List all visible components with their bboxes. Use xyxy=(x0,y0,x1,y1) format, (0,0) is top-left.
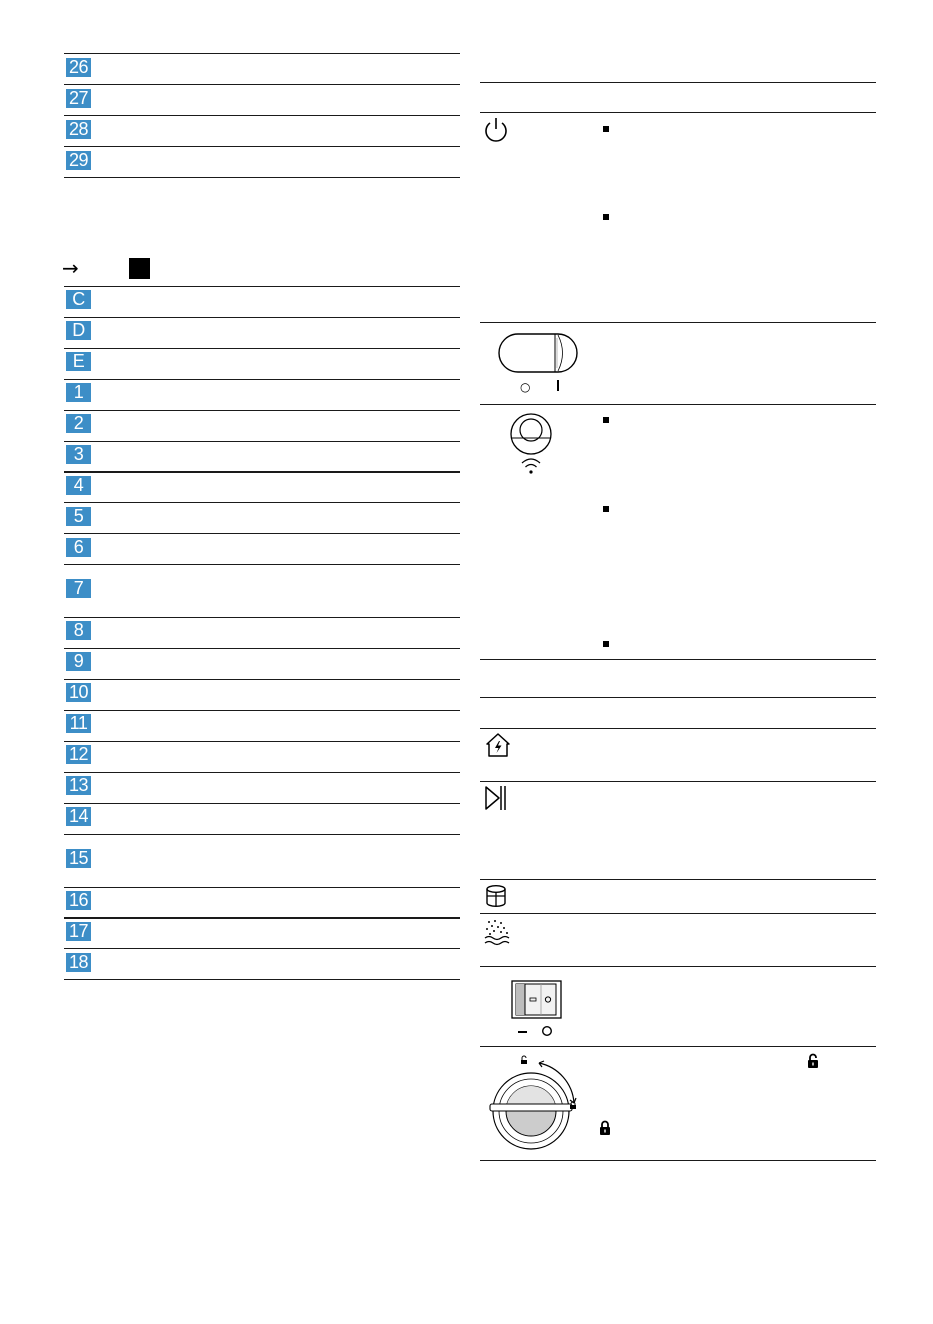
row-divider xyxy=(480,82,876,83)
row-divider xyxy=(480,913,876,914)
row-divider xyxy=(64,348,460,349)
row-divider xyxy=(64,379,460,380)
home-energy-icon xyxy=(484,731,512,759)
position-badge: 17 xyxy=(66,922,91,941)
position-badge: 2 xyxy=(66,414,91,433)
position-badge: D xyxy=(66,321,91,340)
row-divider xyxy=(480,322,876,323)
position-badge: 8 xyxy=(66,621,91,640)
row-divider xyxy=(64,979,460,980)
position-badge: 14 xyxy=(66,807,91,826)
position-badge: 5 xyxy=(66,507,91,526)
position-badge: 28 xyxy=(66,120,91,139)
position-badge: 13 xyxy=(66,776,91,795)
arrow-icon: → xyxy=(62,256,79,280)
row-divider xyxy=(480,879,876,880)
power-icon xyxy=(483,116,509,144)
row-divider xyxy=(64,502,460,503)
row-divider xyxy=(64,710,460,711)
row-divider xyxy=(64,471,460,473)
skip-play-icon xyxy=(484,785,508,811)
row-divider xyxy=(480,697,876,698)
row-divider xyxy=(480,112,876,113)
position-badge: C xyxy=(66,290,91,309)
position-badge: 27 xyxy=(66,89,91,108)
position-badge: 1 xyxy=(66,383,91,402)
position-badge: 18 xyxy=(66,953,91,972)
bullet-marker xyxy=(603,506,609,512)
row-divider xyxy=(64,533,460,534)
row-divider xyxy=(64,887,460,888)
database-icon xyxy=(484,884,508,908)
row-divider xyxy=(64,617,460,618)
position-badge: 7 xyxy=(66,579,91,598)
row-divider xyxy=(64,410,460,411)
position-badge: 10 xyxy=(66,683,91,702)
bullet-marker xyxy=(603,214,609,220)
lock-dial-icon xyxy=(485,1053,585,1153)
unlocked-padlock-icon xyxy=(807,1053,819,1069)
position-badge: 4 xyxy=(66,476,91,495)
position-badge: 16 xyxy=(66,891,91,910)
black-square-icon xyxy=(129,258,150,279)
switch-off-label: ○ xyxy=(520,380,531,394)
row-divider xyxy=(64,146,460,147)
position-badge: 29 xyxy=(66,151,91,170)
row-divider xyxy=(480,781,876,782)
row-divider xyxy=(480,1160,876,1161)
position-badge: E xyxy=(66,352,91,371)
row-divider xyxy=(64,177,460,178)
row-divider xyxy=(64,834,460,835)
position-badge: 3 xyxy=(66,445,91,464)
row-divider xyxy=(64,803,460,804)
row-divider xyxy=(64,772,460,773)
position-badge: 6 xyxy=(66,538,91,557)
row-divider xyxy=(64,115,460,116)
row-divider xyxy=(64,741,460,742)
rocker-on-label xyxy=(541,1025,553,1037)
row-divider xyxy=(480,659,876,660)
position-badge: 12 xyxy=(66,745,91,764)
position-badge: 15 xyxy=(66,849,91,868)
main-switch-icon xyxy=(497,332,581,394)
row-divider xyxy=(480,728,876,729)
row-divider xyxy=(64,917,460,919)
row-divider xyxy=(64,286,460,287)
switch-on-label xyxy=(557,380,559,391)
row-divider xyxy=(480,966,876,967)
row-divider xyxy=(64,317,460,318)
row-divider xyxy=(64,648,460,649)
rocker-off-label xyxy=(518,1031,527,1033)
locked-padlock-icon xyxy=(599,1120,611,1136)
row-divider xyxy=(480,404,876,405)
row-divider xyxy=(64,441,460,442)
bullet-marker xyxy=(603,417,609,423)
bullet-marker xyxy=(603,126,609,132)
snow-water-icon xyxy=(483,918,511,946)
bullet-marker xyxy=(603,641,609,647)
row-divider xyxy=(64,84,460,85)
position-badge: 11 xyxy=(66,714,91,733)
rocker-switch-icon xyxy=(511,980,563,1020)
row-divider xyxy=(64,564,460,565)
row-divider xyxy=(64,679,460,680)
row-divider xyxy=(64,948,460,949)
row-divider xyxy=(480,1046,876,1047)
position-badge: 26 xyxy=(66,58,91,77)
position-badge: 9 xyxy=(66,652,91,671)
wifi-knob-icon xyxy=(508,410,554,480)
row-divider xyxy=(64,53,460,54)
